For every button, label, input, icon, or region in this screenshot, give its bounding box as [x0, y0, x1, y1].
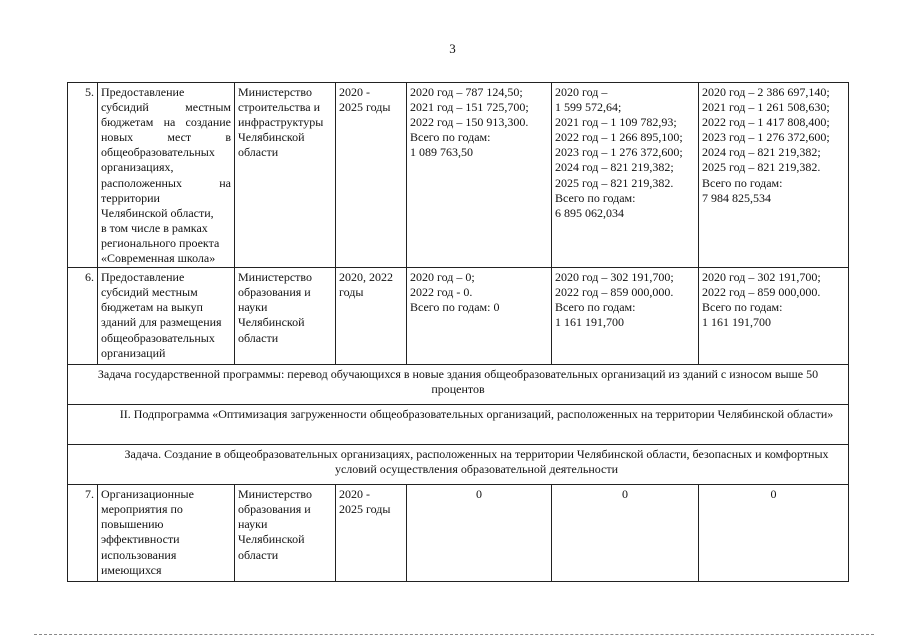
event-line: территории	[101, 190, 160, 205]
page-bottom-rule	[34, 634, 874, 635]
funding-line: 2022 год – 1 417 808,400;	[702, 115, 830, 130]
executor-line: Министерство	[238, 487, 312, 502]
event-line: эффективности	[101, 532, 180, 547]
event-line: повышению	[101, 517, 164, 532]
event-line: общеобразовательных	[101, 145, 215, 160]
funding-line: 2020 год – 302 191,700;	[555, 270, 674, 285]
period-cell	[336, 485, 407, 582]
program-table	[67, 82, 849, 582]
funding-line: Всего по годам:	[702, 300, 783, 315]
event-line: расположенных на	[101, 175, 231, 190]
executor-cell	[235, 268, 336, 365]
funding-line: 2023 год – 1 276 372,600;	[555, 145, 683, 160]
funding-line: 2021 год – 1 109 782,93;	[555, 115, 677, 130]
row-number: 6.	[68, 268, 98, 365]
executor-line: Челябинской	[238, 130, 305, 145]
funding-cell	[552, 83, 699, 268]
event-line: бюджетам на выкуп	[101, 300, 203, 315]
funding-line: 2022 год – 1 266 895,100;	[555, 130, 683, 145]
event-cell	[98, 268, 235, 365]
executor-line: области	[238, 145, 279, 160]
funding-cell: 0	[407, 485, 552, 582]
executor-line: Челябинской	[238, 315, 305, 330]
executor-line: области	[238, 330, 279, 345]
period-cell	[336, 83, 407, 268]
funding-cell: 0	[552, 485, 699, 582]
event-line: организациях,	[101, 160, 174, 175]
funding-line: 2022 год - 0.	[410, 285, 473, 300]
funding-line: 2024 год – 821 219,382;	[702, 145, 821, 160]
funding-line: 6 895 062,034	[555, 205, 624, 220]
event-line: субсидий местным	[101, 285, 198, 300]
executor-line: образования и	[238, 502, 311, 517]
event-line: в том числе в рамках	[101, 220, 208, 235]
funding-cell	[699, 268, 849, 365]
event-line: зданий для размещения	[101, 315, 222, 330]
period-cell	[336, 268, 407, 365]
funding-line: 2020 год –	[555, 85, 608, 99]
event-line: бюджетам на создание	[101, 115, 231, 130]
page-number: 3	[449, 41, 456, 56]
executor-line: науки	[238, 300, 268, 315]
executor-line: образования и	[238, 285, 311, 300]
event-cell	[98, 83, 235, 268]
task-row	[68, 365, 849, 405]
event-line: общеобразовательных	[101, 330, 215, 345]
table-row	[68, 268, 849, 365]
event-cell	[98, 485, 235, 582]
funding-line: Всего по годам:	[410, 130, 491, 145]
funding-line: Всего по годам:	[702, 175, 783, 190]
executor-line: Челябинской	[238, 532, 305, 547]
event-line: использования	[101, 547, 177, 562]
period-line: 2020, 2022	[339, 270, 393, 285]
funding-line: 2021 год – 1 261 508,630;	[702, 100, 830, 115]
period-line: годы	[339, 285, 364, 300]
table-row	[68, 83, 849, 268]
funding-line: 2025 год – 821 219,382.	[702, 160, 821, 175]
executor-cell	[235, 83, 336, 268]
event-line: «Современная школа»	[101, 251, 216, 266]
executor-line: инфраструктуры	[238, 115, 324, 130]
funding-line: 7 984 825,534	[702, 190, 771, 205]
executor-line: Министерство	[238, 85, 312, 99]
period-line: 2020 -	[339, 487, 370, 502]
funding-cell	[699, 83, 849, 268]
event-line: Предоставление	[101, 85, 185, 99]
event-line: имеющихся	[101, 562, 162, 577]
executor-cell	[235, 485, 336, 582]
subprogram-task-text: Задача. Создание в общеобразовательных организациях, расположенных на территории Челябинской области, безопасных и комфортных условий осуществления образовательной деятельности	[68, 445, 849, 485]
executor-line: строительства и	[238, 100, 320, 115]
funding-line: 2025 год – 821 219,382.	[555, 175, 674, 190]
funding-line: 2022 год – 859 000,000.	[702, 285, 821, 300]
event-line: Организационные	[101, 487, 194, 502]
funding-line: 1 161 191,700	[702, 315, 771, 330]
funding-line: 1 161 191,700	[555, 315, 624, 330]
funding-line: 2024 год – 821 219,382;	[555, 160, 674, 175]
funding-line: 2020 год – 2 386 697,140;	[702, 85, 830, 99]
event-line: Челябинской области,	[101, 205, 214, 220]
funding-line: 2020 год – 0;	[410, 270, 475, 285]
funding-line: 1 599 572,64;	[555, 100, 622, 115]
event-line: новых мест в	[101, 130, 231, 145]
table-row	[68, 485, 849, 582]
executor-line: области	[238, 547, 279, 562]
executor-line: Министерство	[238, 270, 312, 285]
period-line: 2025 годы	[339, 502, 391, 517]
funding-line: 2020 год – 302 191,700;	[702, 270, 821, 285]
funding-cell: 0	[699, 485, 849, 582]
funding-line: 2021 год – 151 725,700;	[410, 100, 529, 115]
funding-line: Всего по годам:	[555, 300, 636, 315]
funding-line: 1 089 763,50	[410, 145, 473, 160]
period-line: 2020 -	[339, 85, 370, 99]
row-number: 7.	[68, 485, 98, 582]
period-line: 2025 годы	[339, 100, 391, 115]
executor-line: науки	[238, 517, 268, 532]
funding-cell	[407, 83, 552, 268]
subprogram-row	[68, 405, 849, 445]
event-line: мероприятия по	[101, 502, 183, 517]
task-row	[68, 445, 849, 485]
event-line: субсидий местным	[101, 100, 231, 115]
funding-line: 2022 год – 859 000,000.	[555, 285, 674, 300]
funding-line: 2023 год – 1 276 372,600;	[702, 130, 830, 145]
funding-line: Всего по годам:	[555, 190, 636, 205]
funding-cell	[552, 268, 699, 365]
program-task-text: Задача государственной программы: перевод обучающихся в новые здания общеобразовательных организаций из зданий с износом выше 50 процентов	[68, 365, 849, 405]
funding-line: 2022 год – 150 913,300.	[410, 115, 529, 130]
row-number: 5.	[68, 83, 98, 268]
funding-cell	[407, 268, 552, 365]
funding-line: 2020 год – 787 124,50;	[410, 85, 523, 99]
subprogram-title: II. Подпрограмма «Оптимизация загруженности общеобразовательных организаций, расположенных на территории Челябинской области»	[68, 405, 849, 445]
event-line: Предоставление	[101, 270, 185, 285]
event-line: организаций	[101, 345, 166, 360]
event-line: регионального проекта	[101, 235, 220, 250]
funding-line: Всего по годам: 0	[410, 300, 500, 315]
